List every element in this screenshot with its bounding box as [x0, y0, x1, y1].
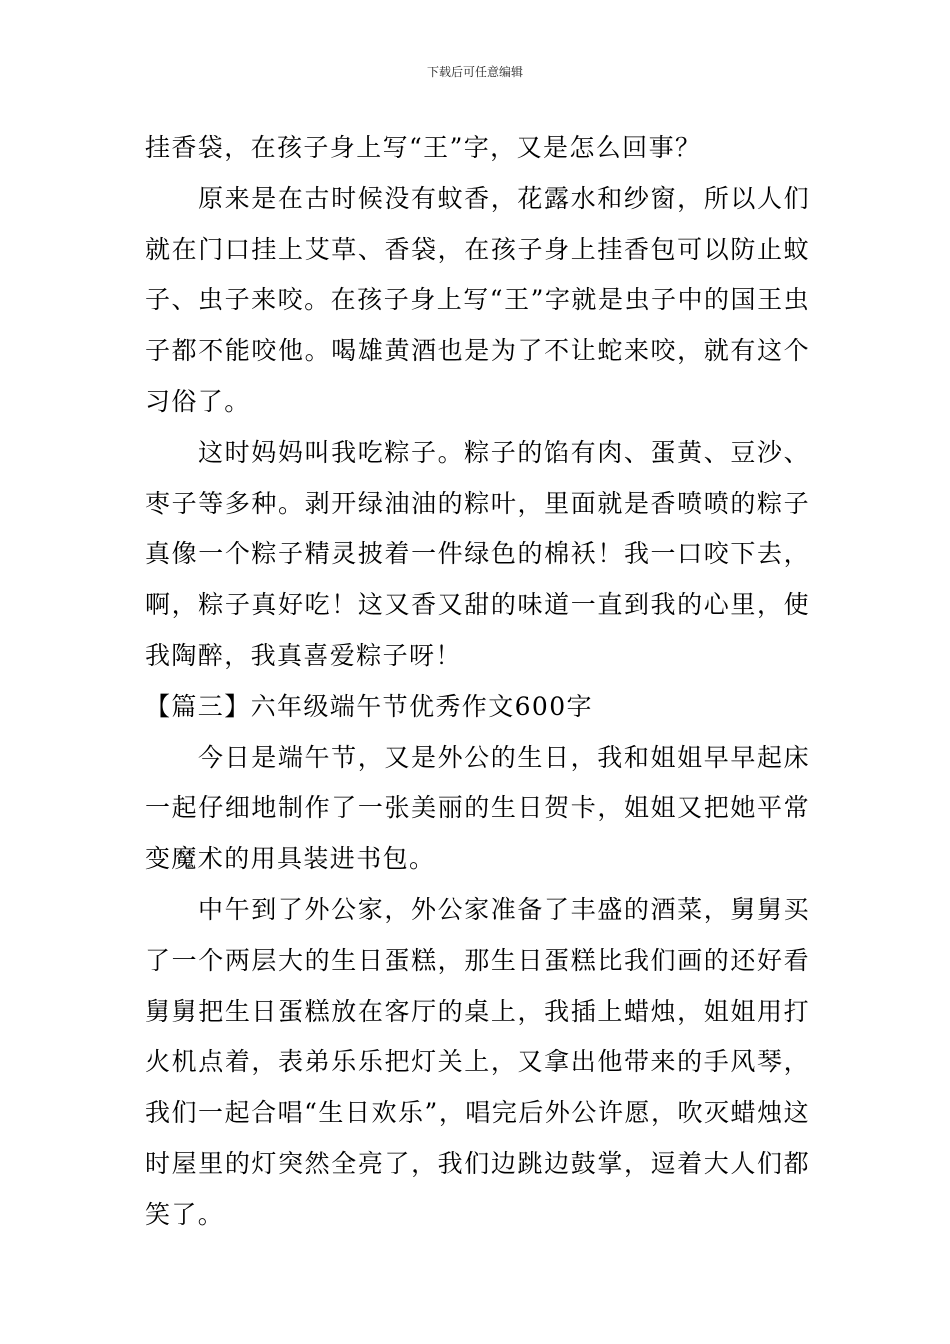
paragraph-birthday-card: 今日是端午节，又是外公的生日，我和姐姐早早起床一起仔细地制作了一张美丽的生日贺卡，姐姐又把她平常变魔术的用具装进书包。	[145, 742, 810, 874]
paragraph-birthday-party: 中午到了外公家，外公家准备了丰盛的酒菜，舅舅买了一个两层大的生日蛋糕，那生日蛋糕比我们画的还好看舅舅把生日蛋糕放在客厅的桌上，我插上蜡烛，姐姐用打火机点着，表弟乐乐把灯关上，又拿出他带来的手风琴，我们一起合唱“生日欢乐”，唱完后外公许愿，吹灭蜡烛这时屋里的灯突然全亮了，我们边跳边鼓掌，逗着大人们都笑了。	[145, 894, 810, 1229]
section-heading: 【篇三】六年级端午节优秀作文600字	[145, 691, 593, 721]
paragraph-mosquito-custom: 原来是在古时候没有蚊香，花露水和纱窗，所以人们就在门口挂上艾草、香袋，在孩子身上挂香包可以防止蚊子、虫子来咬。在孩子身上写“王”字就是虫子中的国王虫子都不能咬他。喝雄黄酒也是为了不让蛇来咬，就有这个习俗了。	[145, 183, 810, 416]
paragraph-zongzi: 这时妈妈叫我吃粽子。粽子的馅有肉、蛋黄、豆沙、枣子等多种。剥开绿油油的粽叶，里面就是香喷喷的粽子真像一个粽子精灵披着一件绿色的棉袄！我一口咬下去，啊，粽子真好吃！这又香又甜的味道一直到我的心里，使我陶醉，我真喜爱粽子呀！	[145, 437, 810, 670]
page-header: 下载后可任意编辑	[426, 65, 523, 79]
paragraph-continued: 挂香袋，在孩子身上写“王”字，又是怎么回事？	[145, 133, 702, 162]
document-body	[145, 123, 810, 1241]
